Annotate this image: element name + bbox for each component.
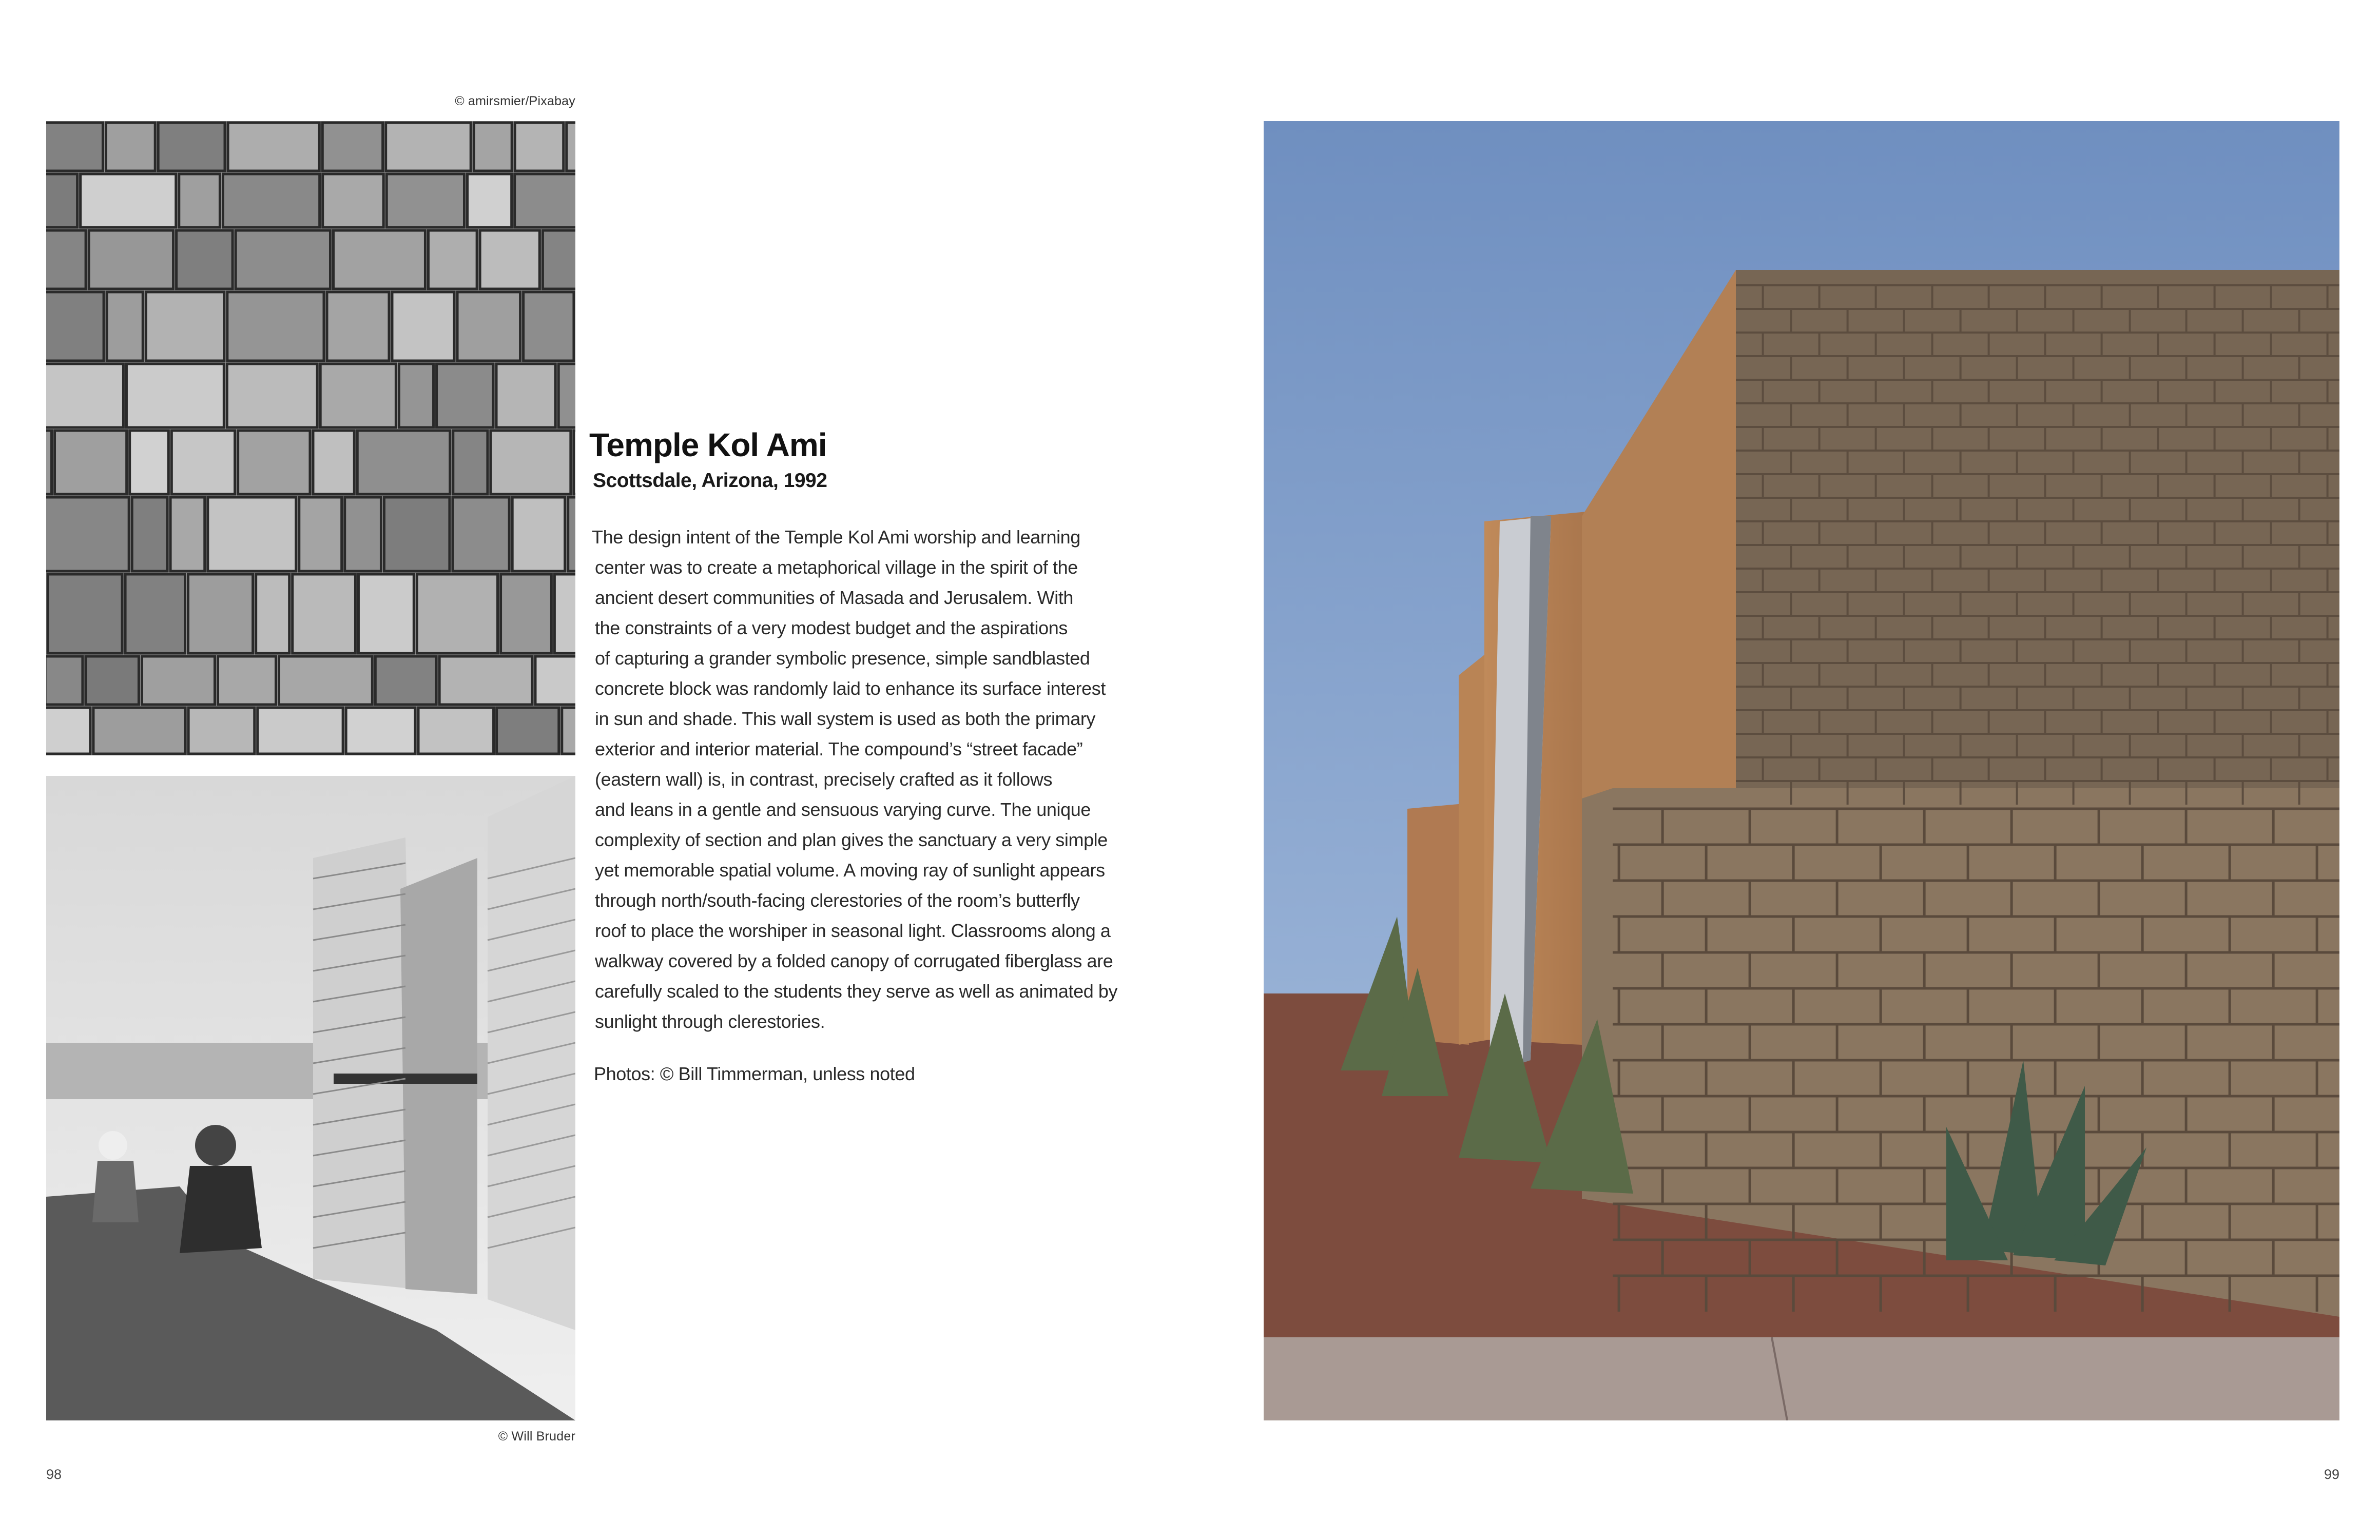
body-line: (eastern wall) is, in contrast, precisely crafted as it follows [595,769,1053,790]
body-line: and leans in a gentle and sensuous varying curve. The unique [595,799,1091,820]
photo-credit: Photos: © Bill Timmerman, unless noted [594,1063,915,1084]
body-line: concrete block was randomly laid to enhance its surface interest [595,678,1106,699]
body-line: The design intent of the Temple Kol Ami worship and learning [592,527,1080,548]
stone-wall-photo [46,121,575,755]
top-image-credit: © amirsmier/Pixabay [455,94,575,108]
article-subtitle: Scottsdale, Arizona, 1992 [593,470,827,492]
article-title: Temple Kol Ami [589,426,827,463]
bottom-image-credit: © Will Bruder [498,1429,575,1444]
temple-exterior-photo [1264,121,2339,1420]
body-line: walkway covered by a folded canopy of corrugated fiberglass are [595,950,1113,971]
body-line: carefully scaled to the students they serve as well as animated by [595,981,1118,1002]
body-line: of capturing a grander symbolic presence, simple sandblasted [595,648,1090,669]
construction-photo [46,776,575,1420]
body-line: complexity of section and plan gives the sanctuary a very simple [595,829,1108,850]
page-number-left: 98 [46,1467,62,1482]
body-line: yet memorable spatial volume. A moving ray of sunlight appears [595,860,1105,881]
body-line: the constraints of a very modest budget and the aspirations [595,617,1068,638]
body-line: in sun and shade. This wall system is used as both the primary [595,708,1096,729]
page-number-right: 99 [2324,1467,2339,1482]
body-line: sunlight through clerestories. [595,1011,825,1032]
body-line: roof to place the worshiper in seasonal light. Classrooms along a [595,920,1111,941]
body-line: through north/south-facing clerestories of the room’s butterfly [595,890,1080,911]
body-line: center was to create a metaphorical village in the spirit of the [595,557,1078,578]
body-line: ancient desert communities of Masada and Jerusalem. With [595,587,1074,608]
article-body [592,522,1118,1037]
body-line: exterior and interior material. The compound’s “street facade” [595,738,1083,759]
